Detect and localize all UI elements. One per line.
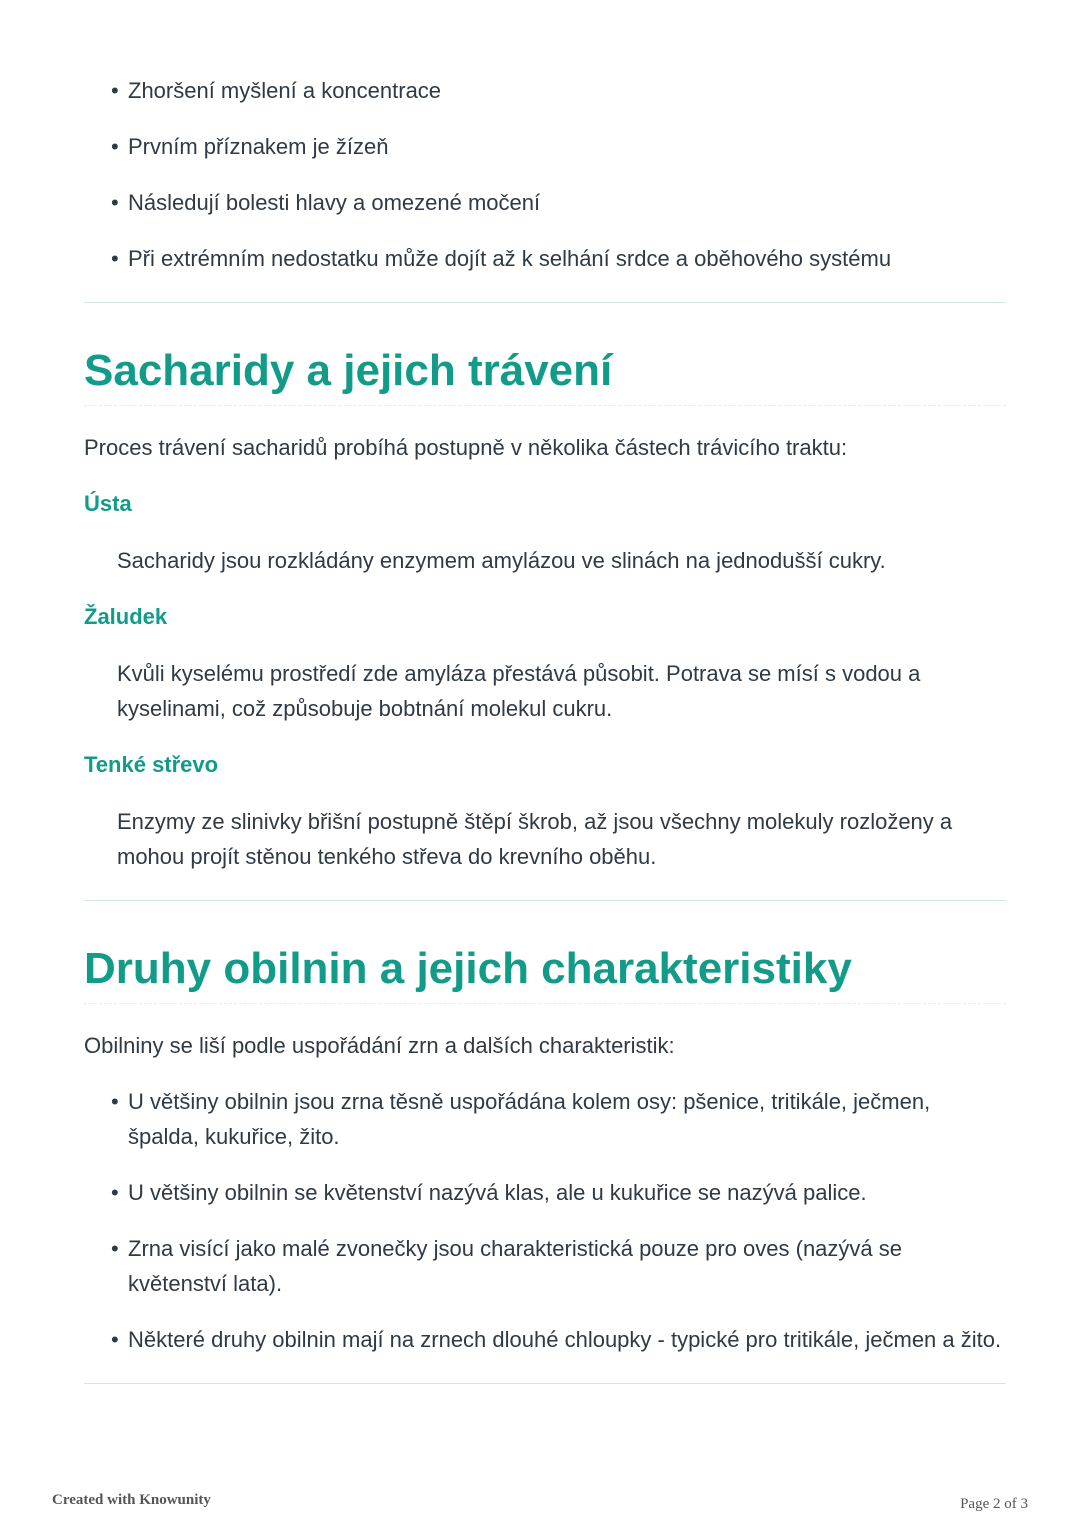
- section-intro: Proces trávení sacharidů probíhá postupně v několika částech trávicího traktu:: [84, 435, 848, 460]
- bullet-icon: •: [111, 246, 119, 271]
- list-item: • Zhoršení myšlení a koncentrace: [84, 73, 1006, 108]
- section-divider: [84, 1383, 1006, 1384]
- section-obilniny: [84, 901, 1006, 1357]
- page-number: Page 2 of 3: [960, 1496, 1028, 1512]
- symptoms-list: [84, 0, 1006, 276]
- bullet-icon: •: [111, 190, 119, 215]
- list-item: • Zrna visící jako malé zvonečky jsou charakteristická pouze pro oves (nazývá se květenství lata).: [84, 1231, 1006, 1301]
- bullet-icon: •: [111, 1180, 119, 1205]
- list-item: • Při extrémním nedostatku může dojít až k selhání srdce a oběhového systému: [84, 241, 1006, 276]
- list-item: • Následují bolesti hlavy a omezené močení: [84, 185, 1006, 220]
- section-title: Druhy obilnin a jejich charakteristiky: [84, 941, 1006, 1004]
- subheading-tenke-strevo: Tenké střevo: [84, 752, 219, 777]
- bullet-icon: •: [111, 134, 119, 159]
- cereals-list: [84, 1084, 1006, 1357]
- footer-credit: Created with Knowunity: [52, 1492, 211, 1508]
- list-item: • U většiny obilnin jsou zrna těsně uspořádána kolem osy: pšenice, tritikále, ječmen, špalda, kukuřice, žito.: [84, 1084, 1006, 1154]
- list-item: • Některé druhy obilnin mají na zrnech dlouhé chloupky - typické pro tritikále, ječmen a žito.: [84, 1322, 1006, 1357]
- subheading-zaludek: Žaludek: [84, 604, 168, 629]
- bullet-icon: •: [111, 1327, 119, 1352]
- list-item: • U většiny obilnin se květenství nazývá klas, ale u kukuřice se nazývá palice.: [84, 1175, 1006, 1210]
- subtext-zaludek: Kvůli kyselému prostředí zde amyláza přestává působit. Potrava se mísí s vodou a kyselinami, což způsobuje bobtnání molekul cukru.: [117, 661, 921, 721]
- section-sacharidy: [84, 303, 1006, 874]
- subtext-tenke-strevo: Enzymy ze slinivky břišní postupně štěpí škrob, až jsou všechny molekuly rozloženy a mohou projít stěnou tenkého střeva do krevního oběhu.: [117, 809, 953, 869]
- list-item: • Prvním příznakem je žízeň: [84, 129, 1006, 164]
- section-title: Sacharidy a jejich trávení: [84, 343, 1006, 406]
- bullet-icon: •: [111, 1236, 119, 1261]
- bullet-icon: •: [111, 78, 119, 103]
- section-intro: Obilniny se liší podle uspořádání zrn a dalších charakteristik:: [84, 1033, 675, 1058]
- subheading-usta: Ústa: [84, 491, 132, 516]
- bullet-icon: •: [111, 1089, 119, 1114]
- document-content: [84, 0, 1006, 1384]
- subtext-usta: Sacharidy jsou rozkládány enzymem amylázou ve slinách na jednodušší cukry.: [117, 548, 886, 573]
